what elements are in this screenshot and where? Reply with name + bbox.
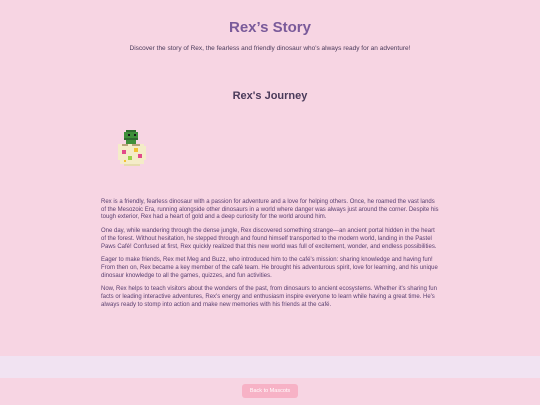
page-title: Rex’s Story bbox=[229, 19, 311, 36]
story-text bbox=[101, 199, 439, 315]
rex-egg-sprite-icon bbox=[116, 130, 148, 168]
back-to-mascots-button[interactable]: Back to Mascots bbox=[242, 384, 298, 398]
page-subtitle: Discover the story of Rex, the fearless and friendly dinosaur who's always ready for an adventure! bbox=[129, 45, 411, 52]
story-paragraph: Rex is a friendly, fearless dinosaur with a passion for adventure and a love for helping others. Once, he roamed the vast lands of the Mesozoic Era, running alongside other dinosaurs in a world where danger was always just around the corner. Despite his tough exterior, Rex had a heart of gold and a deep curiosity for the world around him. bbox=[101, 199, 439, 221]
footer-band bbox=[0, 356, 540, 378]
section-title: Rex's Journey bbox=[232, 90, 308, 102]
story-paragraph: Now, Rex helps to teach visitors about the wonders of the past, from dinosaurs to ancient ecosystems. Whether it's sharing fun facts or leading interactive adventures, Rex's energy and enthusiasm inspire everyone to learn while having a great time. He's always ready to stomp into action and make new memories with his friends at the café. bbox=[101, 286, 437, 308]
story-paragraph: One day, while wandering through the dense jungle, Rex discovered something strange—an ancient portal hidden in the heart of the forest. Without hesitation, he stepped through and found himself transported to the modern world, landing in the Pastel Paws Café! Confused at first, Rex quickly realized that this new world was full of excitement, wonder, and endless possibilities. bbox=[101, 228, 437, 250]
story-paragraph: Eager to make friends, Rex met Meg and Buzz, who introduced him to the café's mission: sharing knowledge and having fun! From then on, Rex became a key member of the café team. He brought his adventurous spirit, love for learning, and his unique dinosaur knowledge to all the games, quizzes, and fun activities. bbox=[101, 257, 438, 279]
